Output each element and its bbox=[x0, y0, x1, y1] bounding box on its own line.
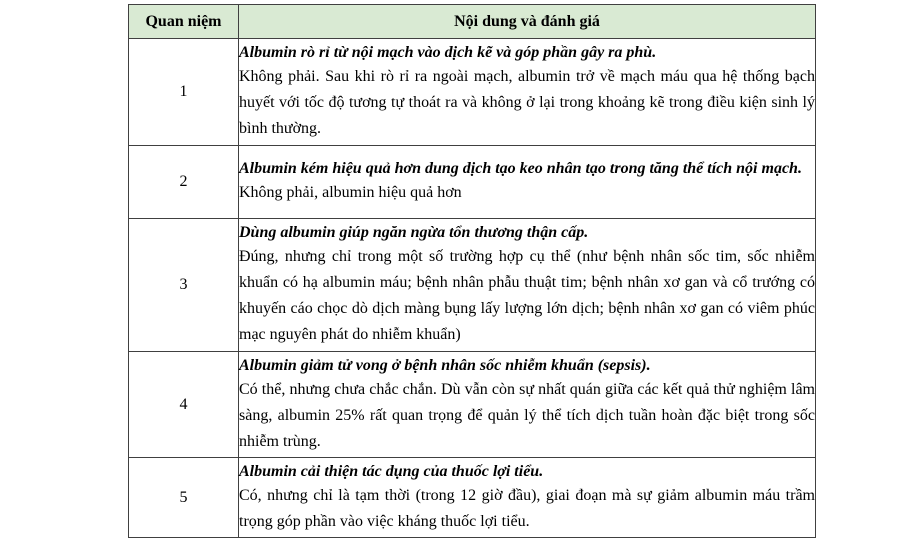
table-row bbox=[129, 458, 816, 538]
row-number: 2 bbox=[129, 146, 239, 219]
header-content: Nội dung và đánh giá bbox=[239, 5, 816, 39]
row-number: 3 bbox=[129, 219, 239, 352]
table-row bbox=[129, 352, 816, 458]
table-row bbox=[129, 219, 816, 352]
row-number: 5 bbox=[129, 458, 239, 538]
row-content bbox=[239, 146, 816, 219]
row-claim: Albumin cải thiện tác dụng của thuốc lợi tiểu. bbox=[239, 462, 544, 480]
table-row bbox=[129, 146, 816, 219]
row-content bbox=[239, 458, 816, 538]
row-content bbox=[239, 219, 816, 352]
header-row bbox=[129, 5, 816, 39]
row-assessment: Có thể, nhưng chưa chắc chắn. Dù vẫn còn sự nhất quán giữa các kết quả thử nghiệm lâm sàng, albumin 25% rất quan trọng để quản lý thể tích dịch tuần hoàn đặc biệt trong sốc nhiễm trùng. bbox=[239, 380, 815, 450]
row-assessment: Không phải. Sau khi rò rỉ ra ngoài mạch, albumin trở về mạch máu qua hệ thống bạch huyết với tốc độ tương tự thoát ra và không ở lại trong khoảng kẽ trong điều kiện sinh lý bình thường. bbox=[239, 68, 815, 137]
row-assessment: Có, nhưng chỉ là tạm thời (trong 12 giờ đầu), giai đoạn mà sự giảm albumin máu trầm trọng góp phần vào việc kháng thuốc lợi tiểu. bbox=[239, 486, 815, 530]
header-concept: Quan niệm bbox=[129, 5, 239, 39]
row-content bbox=[239, 352, 816, 458]
row-claim: Albumin giảm tử vong ở bệnh nhân sốc nhiễm khuẩn (sepsis). bbox=[239, 356, 651, 374]
row-number: 1 bbox=[129, 39, 239, 146]
row-assessment: Không phải, albumin hiệu quả hơn bbox=[239, 184, 462, 201]
row-assessment: Đúng, nhưng chỉ trong một số trường hợp cụ thể (như bệnh nhân sốc tim, sốc nhiễm khuẩn có hạ albumin máu; bệnh nhân phẫu thuật tim; bệnh nhân xơ gan và cổ trướng có khuyến cáo chọc dò dịch màng bụng lấy lượng lớn dịch; bệnh nhân xơ gan có viêm phúc mạc nguyên phát do nhiễm khuẩn) bbox=[239, 248, 815, 343]
row-number: 4 bbox=[129, 352, 239, 458]
row-claim: Albumin rò rỉ từ nội mạch vào dịch kẽ và góp phần gây ra phù. bbox=[239, 44, 657, 61]
row-claim: Dùng albumin giúp ngăn ngừa tổn thương thận cấp. bbox=[239, 224, 589, 241]
table-row bbox=[129, 39, 816, 146]
table-header bbox=[129, 5, 816, 39]
row-claim: Albumin kém hiệu quả hơn dung dịch tạo keo nhân tạo trong tăng thể tích nội mạch. bbox=[239, 160, 802, 177]
row-content bbox=[239, 39, 816, 146]
albumin-concepts-table bbox=[128, 4, 816, 538]
